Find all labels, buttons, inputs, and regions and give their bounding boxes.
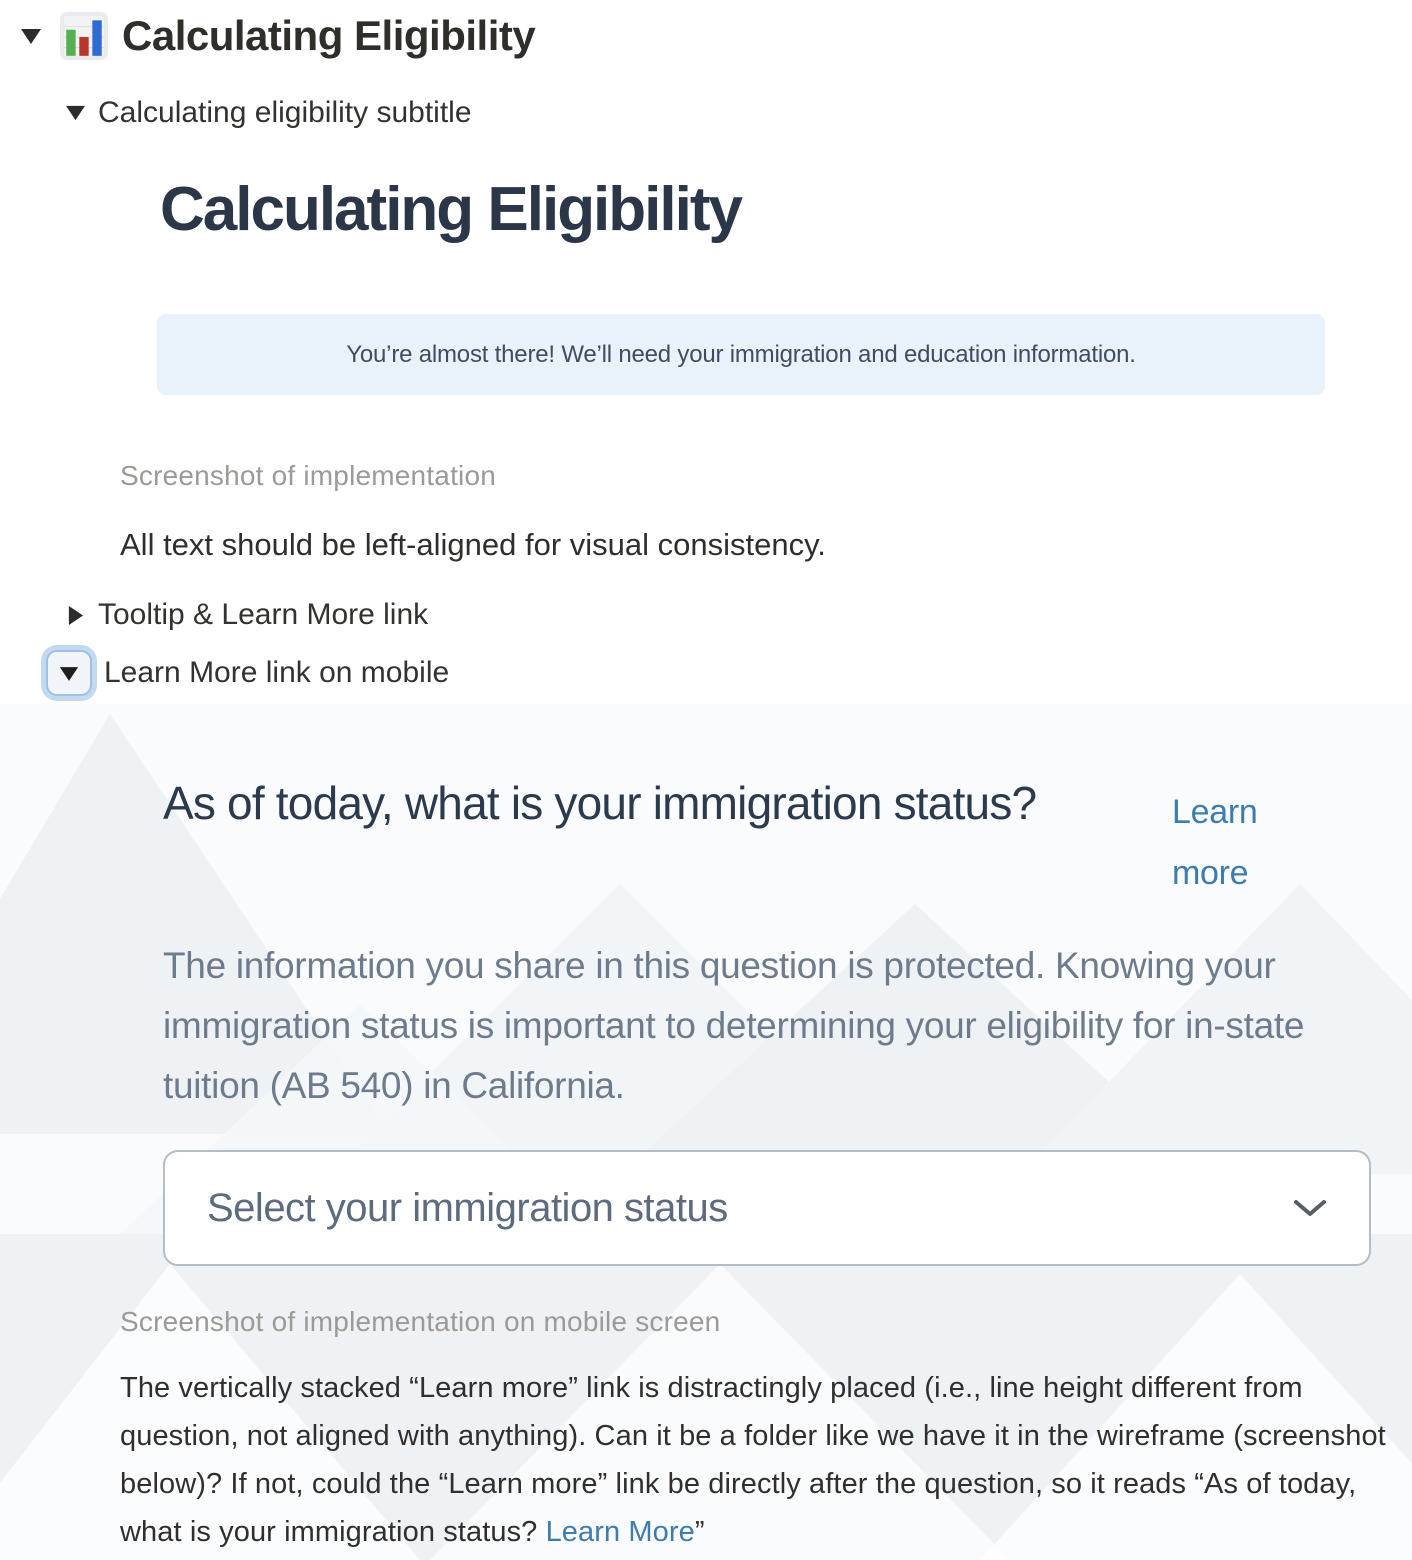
triangle-down-icon	[19, 26, 43, 46]
immigration-status-question: As of today, what is your immigration status?	[163, 777, 1037, 829]
mobile-toggle-label: Learn More link on mobile	[104, 656, 450, 689]
triangle-down-icon	[58, 664, 80, 683]
page-title-row	[0, 12, 535, 60]
tooltip-toggle-arrow[interactable]	[52, 605, 98, 626]
mobile-screenshot-caption: Screenshot of implementation on mobile screen	[120, 1306, 721, 1337]
tooltip-toggle-label: Tooltip & Learn More link	[98, 598, 429, 631]
screenshot-caption: Screenshot of implementation	[120, 460, 497, 491]
mobile-screenshot	[0, 704, 1412, 1560]
toggle-learn-more-mobile	[46, 650, 449, 696]
select-placeholder: Select your immigration status	[207, 1185, 728, 1230]
immigration-status-select[interactable]	[163, 1150, 1371, 1266]
page-title: Calculating Eligibility	[122, 12, 536, 59]
note-left-aligned: All text should be left-aligned for visual consistency.	[120, 527, 826, 562]
chevron-down-icon	[1293, 1199, 1327, 1218]
info-banner	[157, 314, 1325, 395]
bar-chart-icon	[60, 12, 108, 60]
feedback-text-before: The vertically stacked “Learn more” link is distractingly placed (i.e., line height different from question, not aligned with anything). Can it be a folder like we have it in the wireframe (screenshot below)? If not, could the “Learn more” link be directly after the question, so it reads “As of today, what is your immigration status?	[120, 1372, 1386, 1548]
mobile-toggle-arrow-focused[interactable]	[46, 650, 92, 696]
learn-more-link[interactable]: Learn more	[1172, 793, 1258, 893]
page-title-toggle-arrow[interactable]	[16, 26, 46, 46]
triangle-down-icon	[65, 104, 86, 122]
learn-more-inline-link[interactable]: Learn More	[545, 1516, 695, 1548]
subtitle-toggle-arrow[interactable]	[52, 104, 98, 122]
triangle-right-icon	[67, 605, 84, 626]
toggle-tooltip-learn-more	[52, 598, 428, 632]
wireframe-heading: Calculating Eligibility	[160, 175, 741, 244]
question-description: The information you share in this question is protected. Knowing your immigration status is important to determining your eligibility for in-state tuition (AB 540) in California.	[163, 945, 1305, 1106]
toggle-subtitle	[52, 96, 472, 130]
subtitle-toggle-label: Calculating eligibility subtitle	[98, 96, 472, 129]
info-banner-text: You’re almost there! We’ll need your immigration and education information.	[346, 340, 1136, 368]
feedback-paragraph	[120, 1364, 1406, 1556]
feedback-text-after: ”	[694, 1516, 705, 1548]
